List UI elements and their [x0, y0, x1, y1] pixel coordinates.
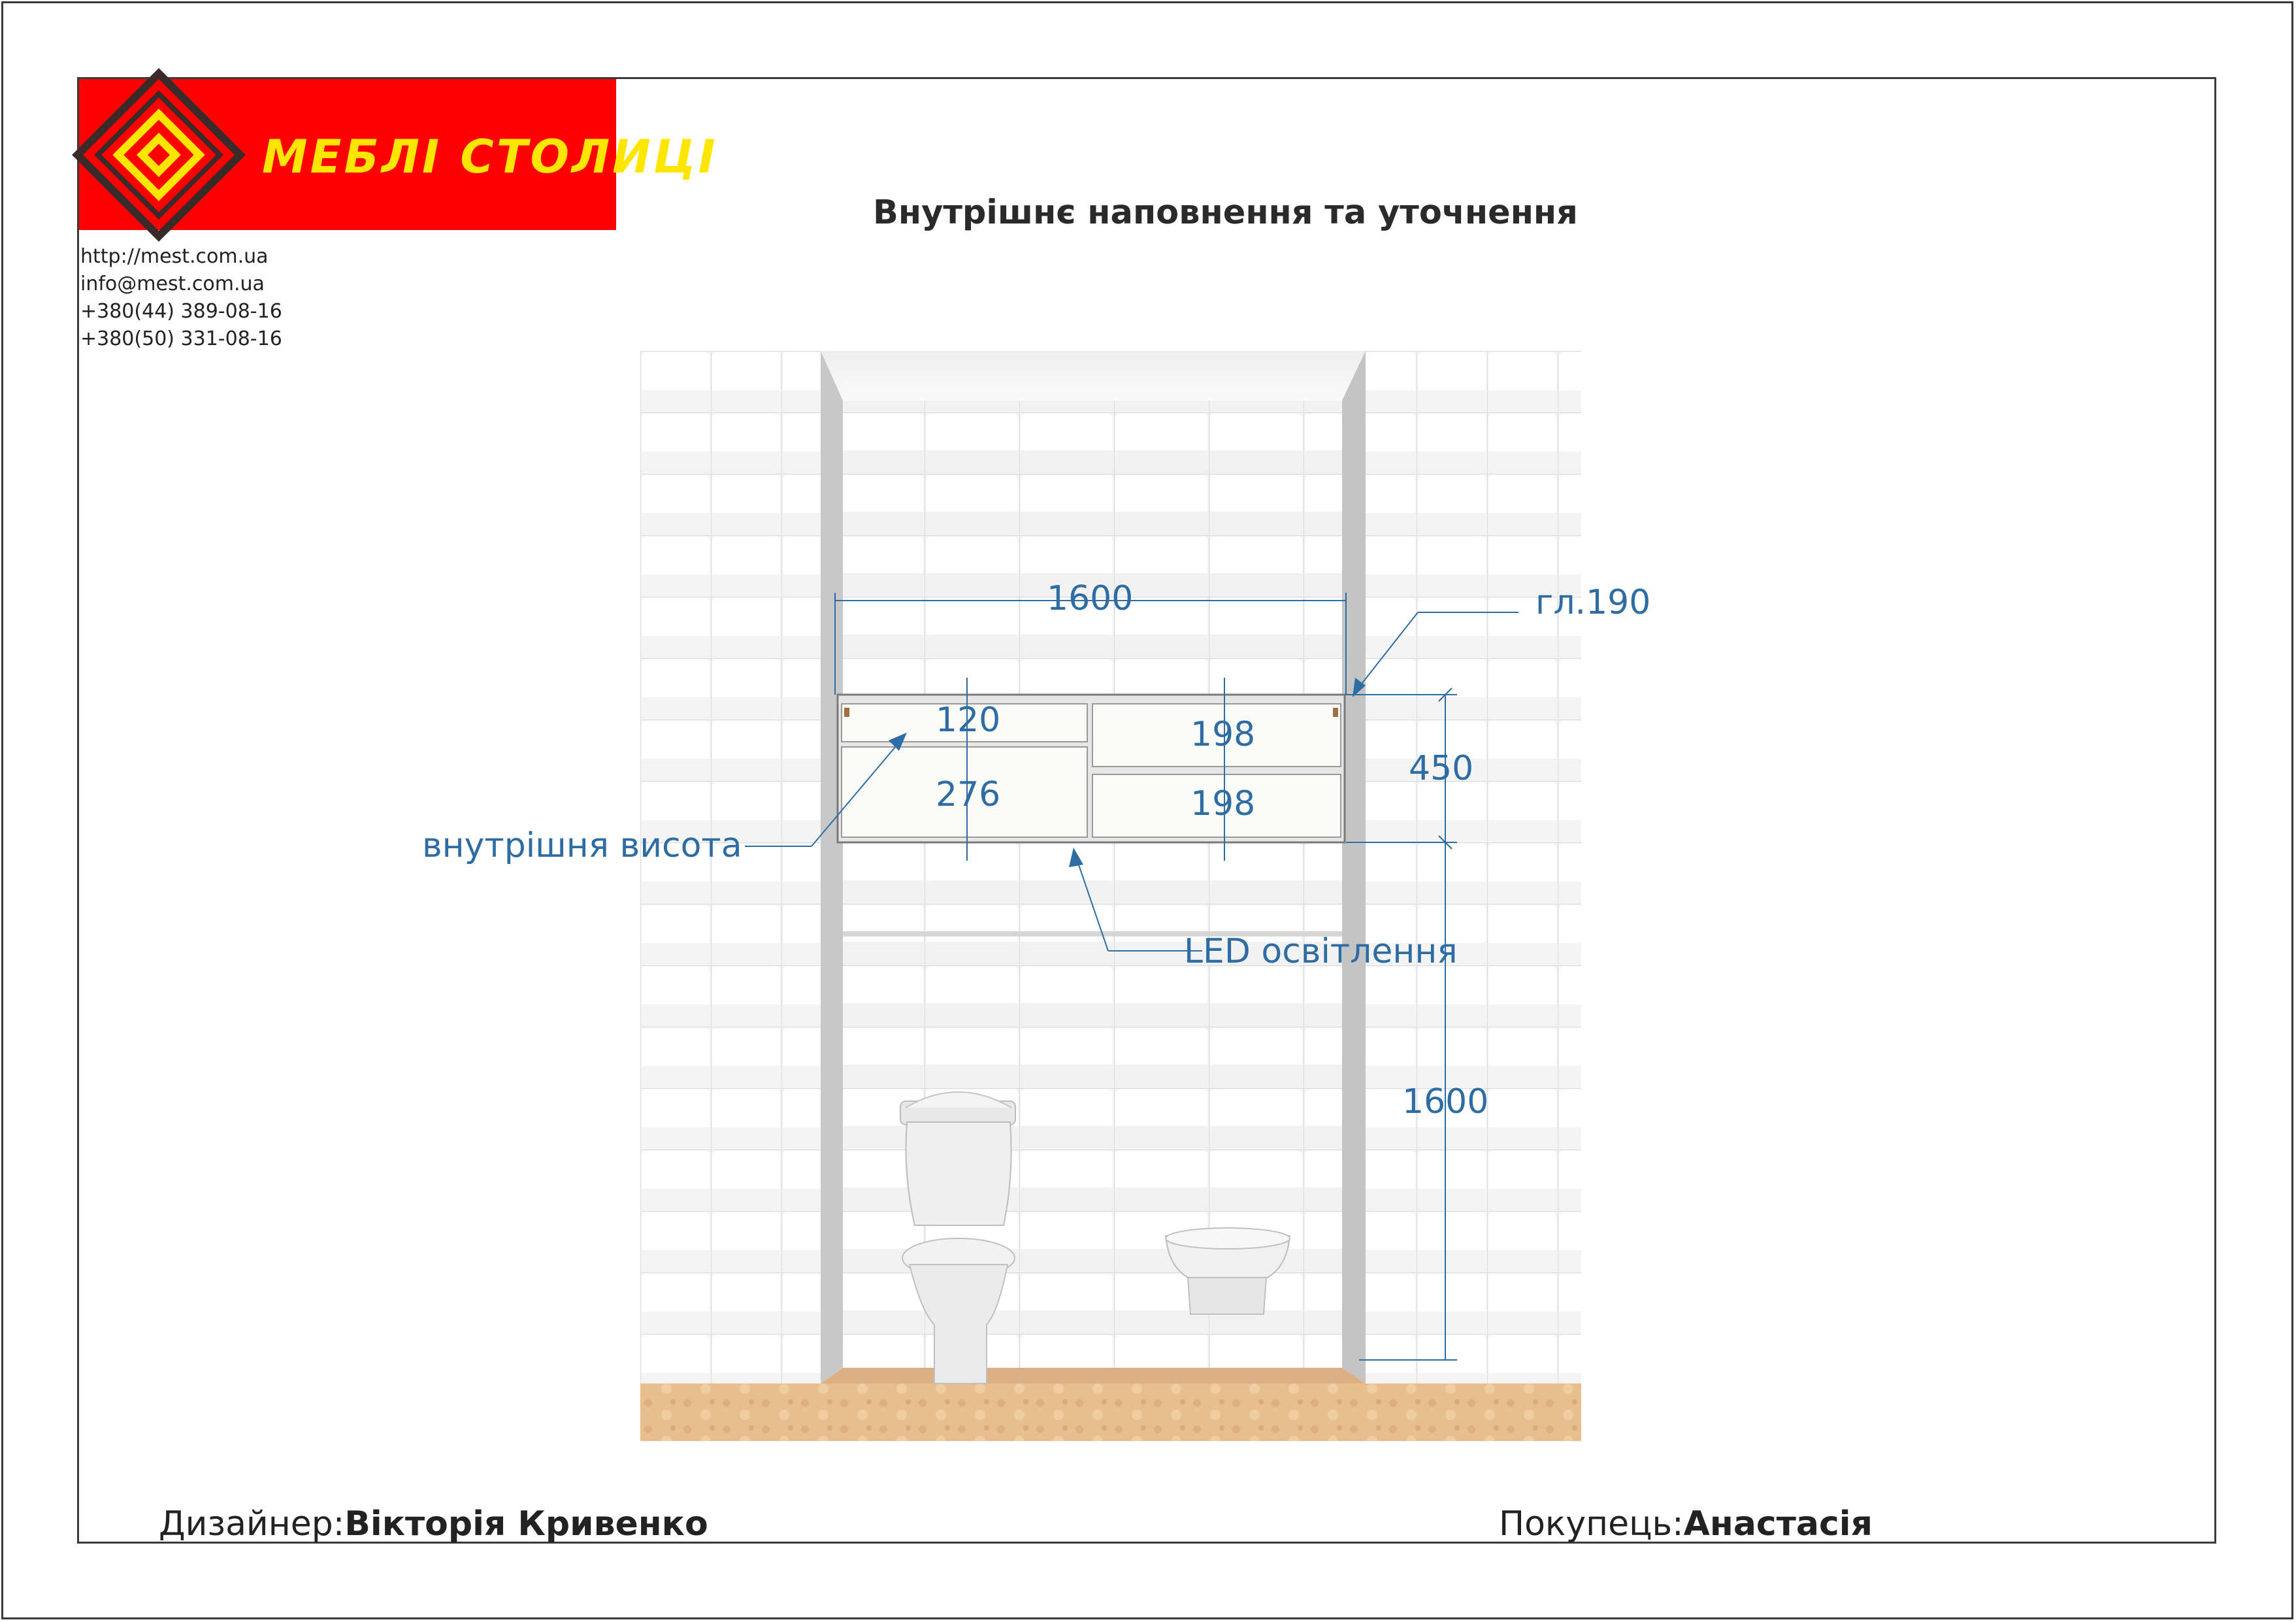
cabinet-height-dimension: 450 [1409, 749, 1474, 788]
page-title: Внутрішнє наповнення та уточнення [873, 193, 1578, 232]
company-logo [79, 79, 718, 230]
logo-emblem-icon [79, 79, 229, 230]
ceiling [821, 351, 1366, 401]
wall-cabinet [838, 695, 1345, 842]
phone-1: +380(44) 389-08-16 [80, 300, 282, 323]
website-link[interactable]: http://mest.com.ua [80, 245, 269, 268]
phone-2: +380(50) 331-08-16 [80, 327, 282, 350]
niche-right-side [1342, 351, 1366, 1383]
drawing-canvas [422, 351, 1651, 1441]
designer-credit [159, 1504, 708, 1544]
top-left-compartment-dimension: 120 [936, 701, 1001, 740]
width-dimension: 1600 [1047, 579, 1134, 618]
depth-dimension: гл.190 [1535, 583, 1651, 622]
right-wall [1366, 351, 1581, 1383]
floor [640, 1383, 1581, 1441]
customer-label: Покупець: [1499, 1504, 1684, 1544]
bottom-right-compartment-dimension: 198 [1190, 784, 1256, 823]
bottom-left-compartment-dimension: 276 [936, 775, 1001, 814]
left-wall [640, 351, 821, 1383]
contact-block [80, 243, 282, 353]
top-right-compartment-dimension: 198 [1190, 715, 1256, 754]
brand-name: МЕБЛІ СТОЛИЦІ [262, 130, 718, 184]
niche-left-side [821, 351, 843, 1383]
mount-height-dimension: 1600 [1402, 1082, 1489, 1121]
designer-name: Вікторія Кривенко [344, 1504, 708, 1544]
customer-credit [1499, 1504, 1873, 1544]
niche-floor [821, 1368, 1366, 1383]
email-link[interactable]: info@mest.com.ua [80, 273, 265, 295]
designer-label: Дизайнер: [159, 1504, 345, 1544]
bathroom-drawing [422, 351, 1651, 1441]
led-lighting-label: LED освітлення [1184, 932, 1458, 971]
inner-height-label: внутрішня висота [422, 826, 742, 865]
customer-name: Анастасія [1683, 1504, 1873, 1544]
